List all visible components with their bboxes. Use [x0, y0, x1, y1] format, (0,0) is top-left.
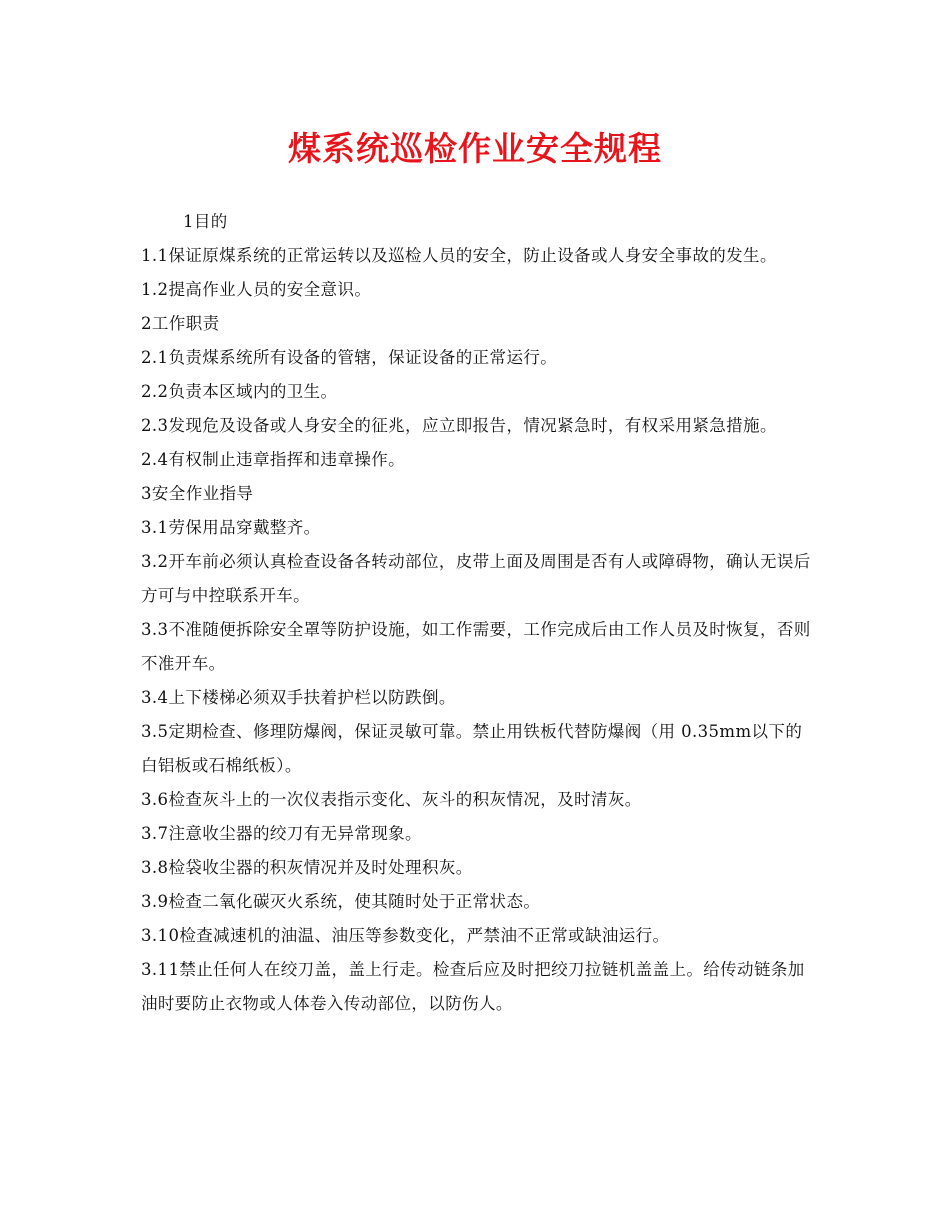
paragraph-3-6: 3.6检查灰斗上的一次仪表指示变化、灰斗的积灰情况，及时清灰。: [141, 790, 642, 809]
paragraph-1-1: 1.1保证原煤系统的正常运转以及巡检人员的安全，防止设备或人身安全事故的发生。: [141, 246, 777, 265]
paragraph-3-10: 3.10检查减速机的油温、油压等参数变化，严禁油不正常或缺油运行。: [141, 926, 670, 945]
paragraph-2-2: 2.2负责本区域内的卫生。: [141, 382, 338, 401]
paragraph-3-9: 3.9检查二氧化碳灭火系统，使其随时处于正常状态。: [141, 892, 541, 911]
section-heading-safety-guidance: 3安全作业指导: [141, 484, 254, 503]
paragraph-3-2: 3.2开车前必须认真检查设备各转动部位，皮带上面及周围是否有人或障碍物，确认无误后方可与中控联系开车。: [141, 552, 811, 605]
paragraph-3-5: 3.5定期检查、修理防爆阀，保证灵敏可靠。禁止用铁板代替防爆阀（用 0.35mm以下的白铝板或石棉纸板）。: [141, 722, 803, 775]
paragraph-3-8: 3.8检袋收尘器的积灰情况并及时处理积灰。: [141, 858, 473, 877]
paragraph-2-3: 2.3发现危及设备或人身安全的征兆，应立即报告，情况紧急时，有权采用紧急措施。: [141, 416, 777, 435]
paragraph-2-1: 2.1负责煤系统所有设备的管辖，保证设备的正常运行。: [141, 348, 558, 367]
section-heading-purpose: 1目的: [183, 212, 228, 231]
paragraph-3-7: 3.7注意收尘器的绞刀有无异常现象。: [141, 824, 422, 843]
section-heading-duties: 2工作职责: [141, 314, 220, 333]
paragraph-3-4: 3.4上下楼梯必须双手扶着护栏以防跌倒。: [141, 688, 456, 707]
document-title: 煤系统巡检作业安全规程: [288, 129, 662, 168]
paragraph-1-2: 1.2提高作业人员的安全意识。: [141, 280, 372, 299]
paragraph-3-11: 3.11禁止任何人在绞刀盖，盖上行走。检查后应及时把绞刀拉链机盖盖上。给传动链条加油时要防止衣物或人体卷入传动部位，以防伤人。: [141, 960, 805, 1013]
document-body: [141, 205, 813, 1021]
paragraph-3-1: 3.1劳保用品穿戴整齐。: [141, 518, 321, 537]
paragraph-3-3: 3.3不准随便拆除安全罩等防护设施，如工作需要，工作完成后由工作人员及时恢复，否则不准开车。: [141, 620, 811, 673]
paragraph-2-4: 2.4有权制止违章指挥和违章操作。: [141, 450, 406, 469]
